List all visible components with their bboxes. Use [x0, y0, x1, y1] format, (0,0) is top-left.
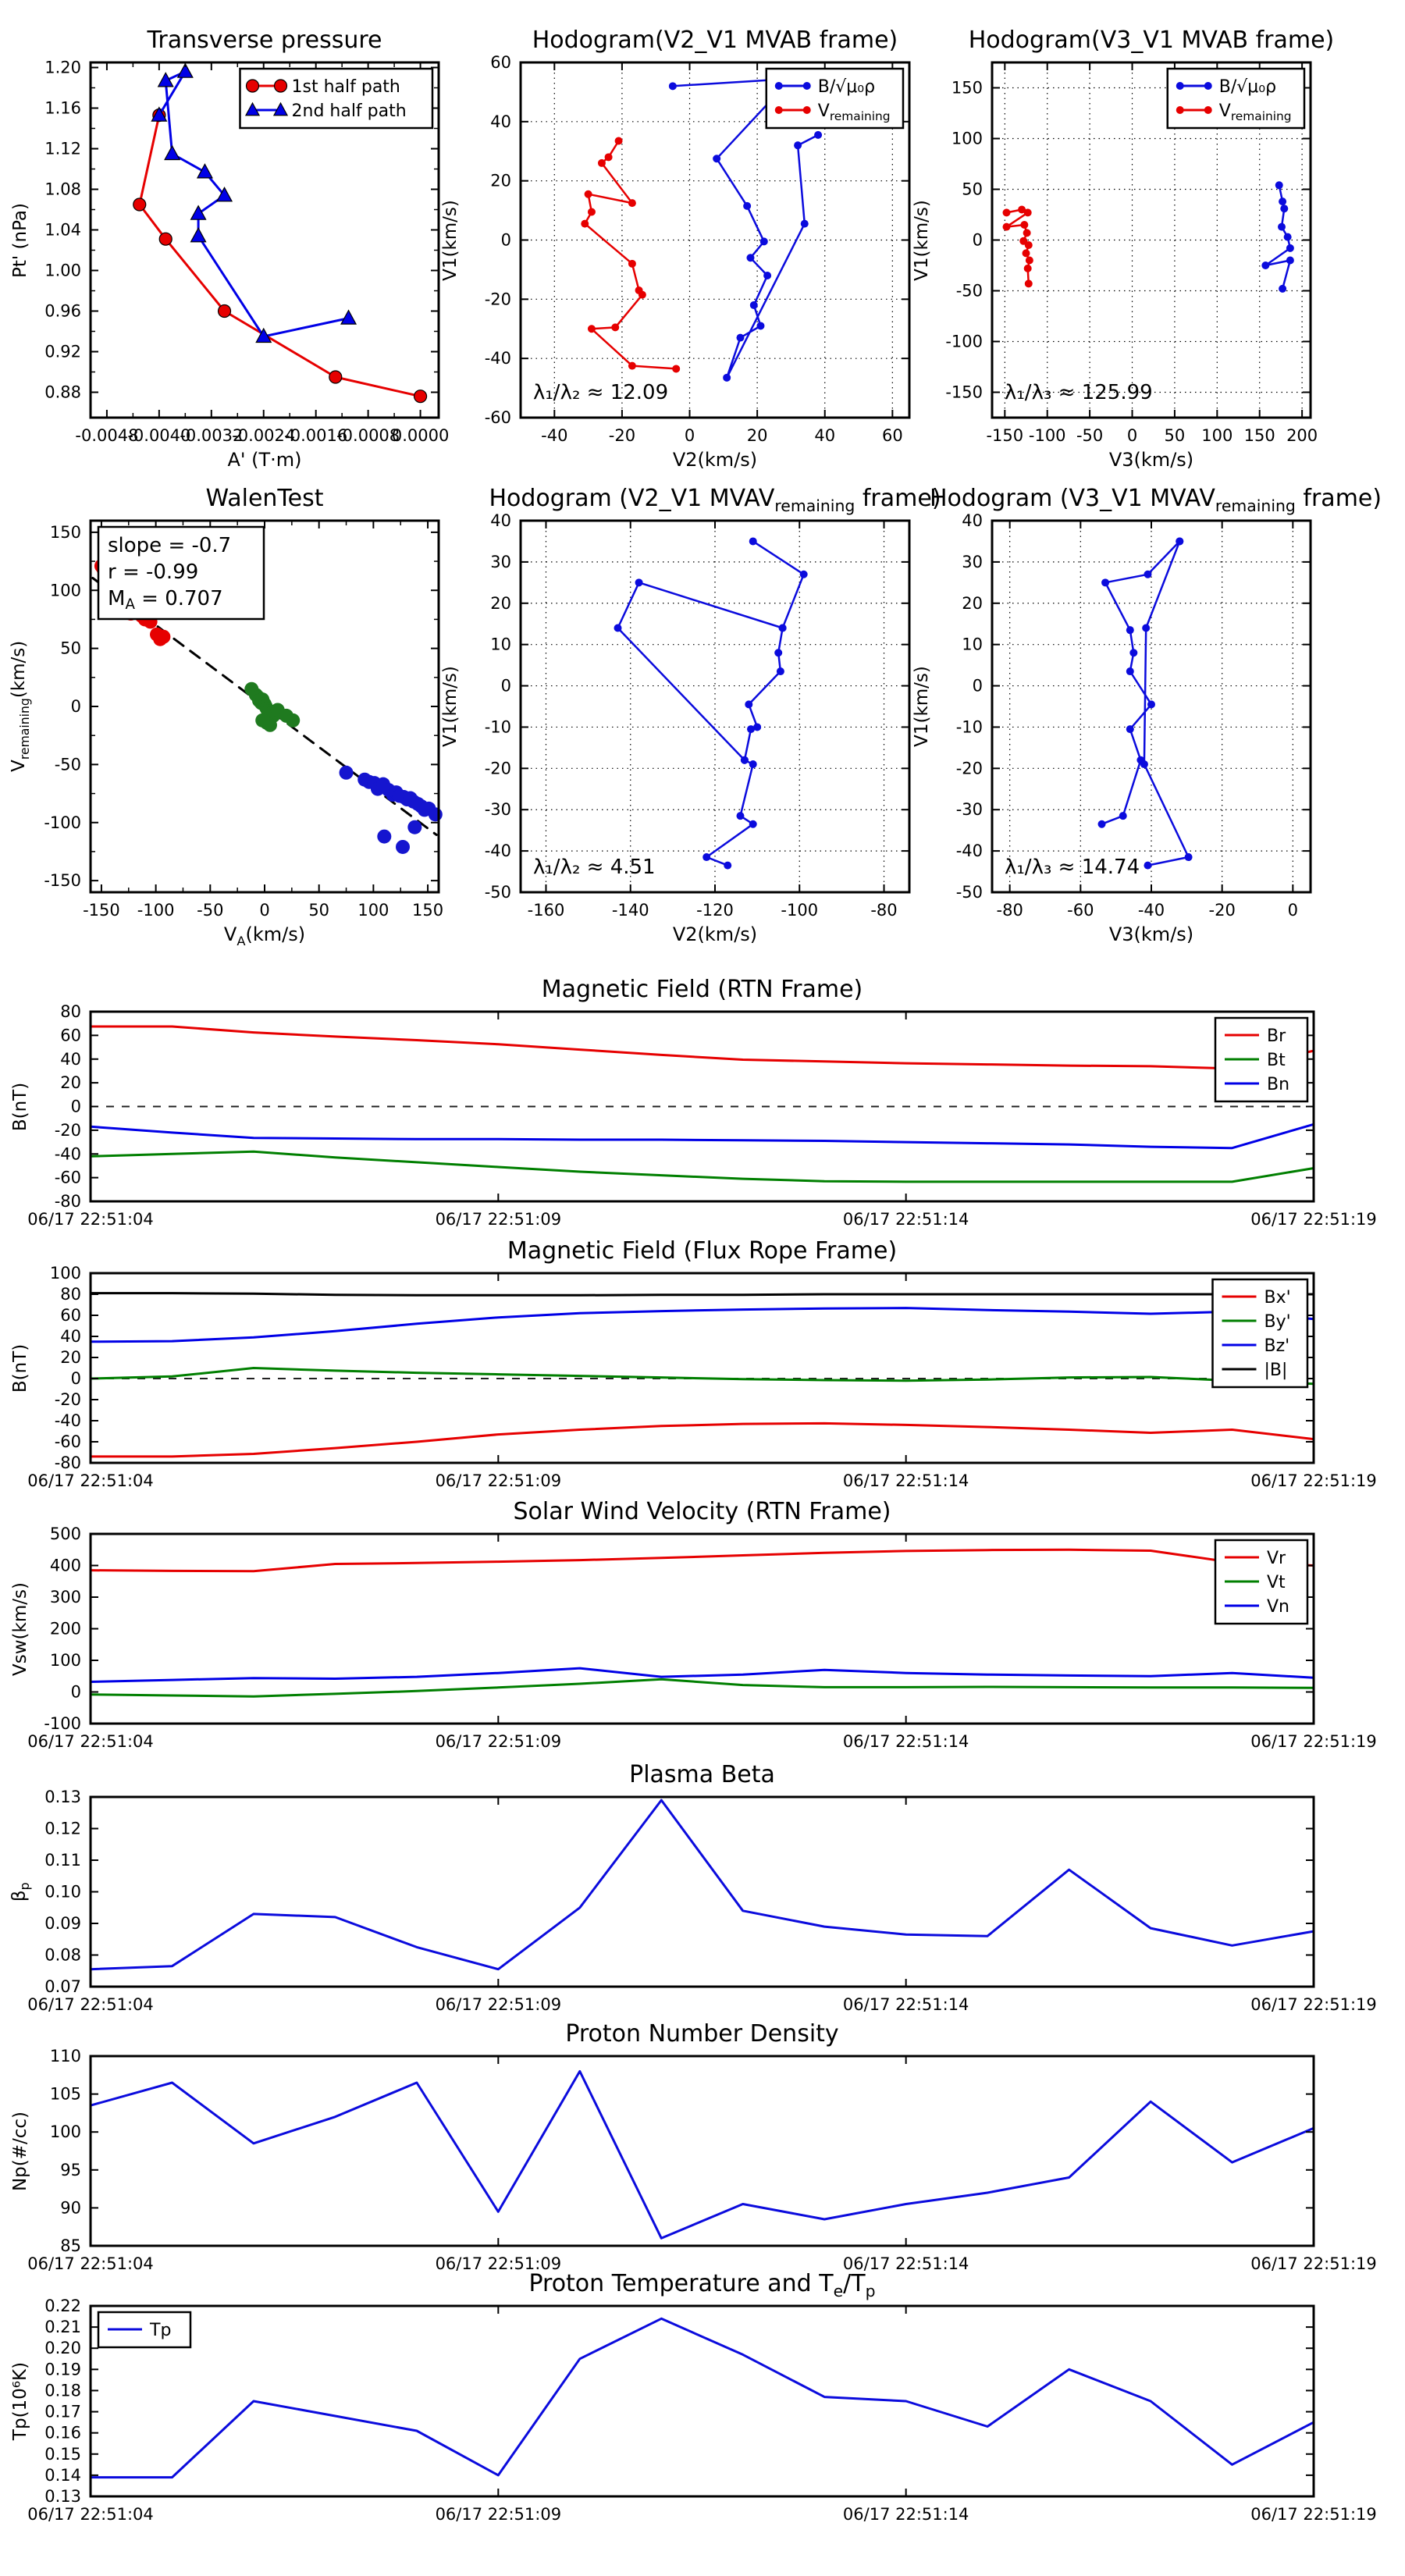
- svg-text:-80: -80: [54, 1453, 81, 1472]
- svg-text:2nd half path: 2nd half path: [291, 101, 407, 121]
- svg-text:-40: -40: [484, 349, 511, 368]
- svg-text:06/17 22:51:14: 06/17 22:51:14: [842, 1210, 969, 1229]
- svg-text:-30: -30: [955, 800, 983, 820]
- plot-plasma-beta: [9, 1761, 1377, 2014]
- svg-text:30: 30: [490, 552, 511, 571]
- plot-hodogram-v2v1-mvav: [440, 485, 941, 945]
- svg-text:0.16: 0.16: [44, 2423, 81, 2443]
- svg-text:06/17 22:51:09: 06/17 22:51:09: [435, 1471, 562, 1490]
- svg-text:85: 85: [60, 2236, 81, 2255]
- svg-text:λ₁/λ₃ ≈ 125.99: λ₁/λ₃ ≈ 125.99: [1005, 381, 1153, 404]
- svg-text:80: 80: [60, 1285, 81, 1304]
- svg-text:150: 150: [49, 522, 81, 542]
- svg-text:-0.0016: -0.0016: [284, 426, 348, 445]
- magnetic-field-fluxrope-ylabel: B(nT): [10, 1343, 31, 1393]
- svg-text:-100: -100: [44, 1714, 81, 1733]
- svg-text:40: 40: [60, 1049, 81, 1069]
- svg-text:20: 20: [60, 1348, 81, 1367]
- svg-text:80: 80: [60, 1002, 81, 1021]
- svg-text:-150: -150: [945, 382, 983, 402]
- svg-text:By': By': [1264, 1312, 1291, 1332]
- plot-walen-test: [9, 485, 444, 948]
- svg-text:-100: -100: [44, 813, 81, 832]
- hodogram-v3v1-mvav-title: Hodogram (V3_V1 $MVAV_{remaining}$ frame): [930, 485, 1382, 515]
- proton-density-title: Proton Number Density: [565, 2020, 839, 2048]
- svg-text:06/17 22:51:14: 06/17 22:51:14: [842, 1995, 969, 2014]
- svg-text:-0.0032: -0.0032: [180, 426, 244, 445]
- svg-text:0.21: 0.21: [44, 2318, 81, 2337]
- svg-text:06/17 22:51:19: 06/17 22:51:19: [1250, 2505, 1377, 2524]
- svg-text:-60: -60: [54, 1168, 81, 1187]
- svg-text:-20: -20: [484, 290, 511, 309]
- transverse-pressure-title: Transverse pressure: [147, 27, 382, 54]
- magnetic-field-rtn-ylabel: B(nT): [10, 1082, 31, 1131]
- svg-text:Vremaining: $V_{remaining}$: [817, 101, 891, 123]
- svg-text:-0.0008: -0.0008: [336, 426, 400, 445]
- svg-text:0: 0: [684, 426, 695, 445]
- walen-test-title: WalenTest: [205, 485, 324, 512]
- solar-wind-velocity-canvas: [27, 1525, 1377, 1751]
- svg-text:1.08: 1.08: [44, 180, 81, 199]
- svg-text:0.09: 0.09: [44, 1914, 81, 1933]
- svg-text:-100: -100: [1028, 426, 1066, 445]
- svg-text:-50: -50: [955, 883, 983, 902]
- svg-text:-60: -60: [54, 1432, 81, 1451]
- svg-text:-0.0048: -0.0048: [75, 426, 139, 445]
- svg-text:06/17 22:51:14: 06/17 22:51:14: [842, 2254, 969, 2273]
- svg-text:-40: -40: [955, 841, 983, 861]
- plot-magnetic-field-rtn: [10, 976, 1377, 1229]
- svg-text:06/17 22:51:19: 06/17 22:51:19: [1250, 1471, 1377, 1490]
- plasma-beta-ylabel: $\beta_p$: [9, 1882, 32, 1902]
- svg-text:1st half path: 1st half path: [291, 77, 400, 97]
- svg-text:1.20: 1.20: [44, 58, 81, 77]
- svg-text:B/√μ₀ρ: B/√μ₀ρ: [1218, 77, 1277, 97]
- svg-text:-160: -160: [527, 901, 565, 920]
- svg-text:40: 40: [490, 112, 511, 131]
- svg-text:0: 0: [259, 901, 270, 920]
- svg-text:-50: -50: [54, 755, 81, 774]
- svg-text:-50: -50: [484, 883, 511, 902]
- svg-text:-80: -80: [996, 901, 1023, 920]
- hodogram-v3v1-mvab-canvas: [945, 62, 1318, 445]
- svg-text:150: 150: [1243, 426, 1275, 445]
- svg-text:06/17 22:51:04: 06/17 22:51:04: [27, 2254, 154, 2273]
- hodogram-v3v1-mvav-xlabel: V3(km/s): [1108, 923, 1194, 945]
- svg-text:0: 0: [70, 1369, 81, 1388]
- svg-text:0.07: 0.07: [44, 1977, 81, 1996]
- svg-text:50: 50: [308, 901, 330, 920]
- svg-text:06/17 22:51:04: 06/17 22:51:04: [27, 1471, 154, 1490]
- svg-text:B/√μ₀ρ: B/√μ₀ρ: [817, 77, 876, 97]
- svg-text:0.18: 0.18: [44, 2381, 81, 2400]
- svg-text:10: 10: [962, 635, 983, 654]
- svg-text:50: 50: [962, 180, 983, 199]
- hodogram-v2v1-mvab-title: Hodogram(V2_V1 MVAB frame): [532, 27, 898, 54]
- svg-text:Br: Br: [1267, 1026, 1286, 1046]
- svg-text:0: 0: [972, 676, 983, 696]
- magnetic-field-fluxrope-title: Magnetic Field (Flux Rope Frame): [507, 1237, 898, 1265]
- proton-density-ylabel: Np(#/cc): [10, 2111, 30, 2191]
- plasma-beta-canvas: [27, 1788, 1377, 2014]
- svg-text:0.10: 0.10: [44, 1882, 81, 1902]
- svg-text:Tp: Tp: [150, 2321, 172, 2340]
- svg-text:500: 500: [49, 1525, 81, 1543]
- svg-text:-40: -40: [1137, 901, 1165, 920]
- svg-text:60: 60: [881, 426, 903, 445]
- svg-text:0.14: 0.14: [44, 2465, 81, 2485]
- svg-text:06/17 22:51:09: 06/17 22:51:09: [435, 1732, 562, 1751]
- proton-temperature-title: Proton Temperature and $T_e/T_p$: [528, 2270, 876, 2300]
- svg-text:0: 0: [70, 697, 81, 716]
- svg-text:20: 20: [962, 593, 983, 613]
- svg-text:110: 110: [49, 2047, 81, 2065]
- svg-text:Vr: Vr: [1267, 1549, 1286, 1568]
- svg-text:-150: -150: [44, 871, 81, 891]
- svg-text:40: 40: [490, 511, 511, 530]
- svg-text:0.19: 0.19: [44, 2360, 81, 2379]
- plot-proton-density: [10, 2020, 1377, 2273]
- svg-text:λ₁/λ₂ ≈ 4.51: λ₁/λ₂ ≈ 4.51: [533, 856, 656, 879]
- svg-text:-100: -100: [945, 332, 983, 351]
- svg-text:200: 200: [1286, 426, 1318, 445]
- hodogram-v3v1-mvab-xlabel: V3(km/s): [1108, 449, 1194, 471]
- svg-text:0.13: 0.13: [44, 1788, 81, 1806]
- svg-text:-140: -140: [611, 901, 649, 920]
- svg-text:06/17 22:51:09: 06/17 22:51:09: [435, 2505, 562, 2524]
- svg-text:0: 0: [1126, 426, 1138, 445]
- svg-text:06/17 22:51:14: 06/17 22:51:14: [842, 1732, 969, 1751]
- svg-text:-50: -50: [955, 281, 983, 301]
- svg-text:06/17 22:51:04: 06/17 22:51:04: [27, 1995, 154, 2014]
- proton-temperature-ylabel: Tp(10⁶K): [10, 2361, 31, 2441]
- svg-text:06/17 22:51:14: 06/17 22:51:14: [842, 2505, 969, 2524]
- svg-text:60: 60: [60, 1306, 81, 1325]
- magnetic-field-fluxrope-canvas: [27, 1264, 1377, 1490]
- plot-transverse-pressure: [10, 27, 450, 471]
- svg-text:40: 40: [814, 426, 836, 445]
- plot-hodogram-v3v1-mvab: [912, 27, 1335, 471]
- svg-text:-80: -80: [54, 1192, 81, 1211]
- svg-text:-40: -40: [54, 1144, 81, 1164]
- hodogram-v2v1-mvav-title: Hodogram (V2_V1 $MVAV_{remaining}$ frame): [489, 485, 941, 515]
- svg-text:Vt: Vt: [1267, 1573, 1286, 1592]
- svg-text:0: 0: [70, 1682, 81, 1702]
- hodogram-v3v1-mvab-ylabel: V1(km/s): [912, 199, 932, 281]
- svg-text:0.88: 0.88: [44, 382, 81, 402]
- svg-text:0.15: 0.15: [44, 2444, 81, 2464]
- svg-text:60: 60: [60, 1026, 81, 1045]
- svg-text:λ₁/λ₃ ≈ 14.74: λ₁/λ₃ ≈ 14.74: [1005, 856, 1140, 879]
- svg-text:-10: -10: [484, 717, 511, 737]
- svg-text:400: 400: [49, 1556, 81, 1575]
- svg-text:20: 20: [490, 171, 511, 190]
- svg-text:-40: -40: [484, 841, 511, 861]
- svg-text:Bx': Bx': [1264, 1288, 1291, 1308]
- plasma-beta-title: Plasma Beta: [629, 1761, 775, 1788]
- svg-text:0.11: 0.11: [44, 1851, 81, 1870]
- svg-text:06/17 22:51:04: 06/17 22:51:04: [27, 1732, 154, 1751]
- svg-text:90: 90: [60, 2198, 81, 2218]
- svg-text:06/17 22:51:04: 06/17 22:51:04: [27, 1210, 154, 1229]
- transverse-pressure-xlabel: A' (T·m): [227, 449, 302, 471]
- svg-text:0: 0: [1287, 901, 1299, 920]
- svg-text:0: 0: [972, 230, 983, 250]
- svg-text:0.92: 0.92: [44, 342, 81, 361]
- svg-text:06/17 22:51:09: 06/17 22:51:09: [435, 2254, 562, 2273]
- svg-text:-150: -150: [986, 426, 1024, 445]
- hodogram-v2v1-mvav-xlabel: V2(km/s): [672, 923, 758, 945]
- svg-text:-120: -120: [696, 901, 734, 920]
- svg-text:-50: -50: [197, 901, 224, 920]
- svg-text:50: 50: [1164, 426, 1186, 445]
- magnetic-field-rtn-canvas: [27, 1002, 1377, 1229]
- svg-text:150: 150: [951, 78, 983, 98]
- svg-text:-20: -20: [608, 426, 636, 445]
- plot-proton-temperature: [10, 2270, 1377, 2524]
- svg-text:-100: -100: [137, 901, 175, 920]
- svg-text:-80: -80: [870, 901, 898, 920]
- solar-wind-velocity-title: Solar Wind Velocity (RTN Frame): [513, 1498, 891, 1525]
- svg-text:100: 100: [1201, 426, 1233, 445]
- svg-text:200: 200: [49, 1619, 81, 1638]
- svg-text:λ₁/λ₂ ≈ 12.09: λ₁/λ₂ ≈ 12.09: [533, 381, 669, 404]
- svg-text:1.12: 1.12: [44, 139, 81, 158]
- hodogram-v2v1-mvab-ylabel: V1(km/s): [440, 199, 461, 281]
- svg-text:-20: -20: [955, 759, 983, 778]
- svg-text:100: 100: [49, 2122, 81, 2142]
- svg-text:40: 40: [60, 1327, 81, 1346]
- svg-text:Bn: Bn: [1267, 1075, 1290, 1094]
- svg-text:-60: -60: [484, 408, 511, 427]
- hodogram-v3v1-mvab-title: Hodogram(V3_V1 MVAB frame): [968, 27, 1335, 54]
- svg-text:slope = -0.7: slope = -0.7: [108, 534, 232, 557]
- svg-text:-50: -50: [1076, 426, 1104, 445]
- hodogram-v2v1-mvav-ylabel: V1(km/s): [440, 666, 461, 747]
- svg-text:100: 100: [49, 1264, 81, 1283]
- transverse-pressure-canvas: [44, 58, 450, 445]
- svg-text:-100: -100: [781, 901, 819, 920]
- svg-text:-40: -40: [54, 1411, 81, 1430]
- svg-text:06/17 22:51:04: 06/17 22:51:04: [27, 2505, 154, 2524]
- svg-text:Bt: Bt: [1267, 1051, 1286, 1070]
- svg-text:0: 0: [500, 676, 511, 696]
- svg-text:0.20: 0.20: [44, 2339, 81, 2358]
- svg-text:-20: -20: [54, 1120, 81, 1140]
- svg-text:-150: -150: [83, 901, 120, 920]
- svg-text:06/17 22:51:19: 06/17 22:51:19: [1250, 1995, 1377, 2014]
- svg-text:r = -0.99: r = -0.99: [108, 560, 199, 584]
- svg-text:|B|: |B|: [1264, 1361, 1288, 1380]
- svg-text:0.12: 0.12: [44, 1819, 81, 1838]
- svg-text:30: 30: [962, 552, 983, 571]
- magnetic-field-rtn-title: Magnetic Field (RTN Frame): [541, 976, 863, 1003]
- svg-text:40: 40: [962, 511, 983, 530]
- svg-text:06/17 22:51:19: 06/17 22:51:19: [1250, 2254, 1377, 2273]
- svg-text:100: 100: [357, 901, 389, 920]
- plot-hodogram-v2v1-mvab: [440, 27, 909, 471]
- svg-text:1.16: 1.16: [44, 98, 81, 118]
- svg-text:-0.0024: -0.0024: [232, 426, 296, 445]
- svg-text:0.08: 0.08: [44, 1945, 81, 1965]
- proton-temperature-canvas: [27, 2297, 1377, 2524]
- proton-density-canvas: [27, 2047, 1377, 2273]
- svg-text:0: 0: [70, 1097, 81, 1116]
- walen-test-xlabel: $V_A(km/s)$: [223, 923, 306, 948]
- hodogram-v3v1-mvav-canvas: [955, 511, 1311, 920]
- svg-text:Vremaining: $V_{remaining}$: [1218, 101, 1292, 123]
- svg-text:60: 60: [490, 53, 511, 72]
- svg-text:20: 20: [746, 426, 768, 445]
- plot-solar-wind-velocity: [10, 1498, 1377, 1751]
- svg-text:MA = 0.707: MA = 0.707: [108, 587, 223, 613]
- svg-text:-30: -30: [484, 800, 511, 820]
- svg-text:06/17 22:51:19: 06/17 22:51:19: [1250, 1732, 1377, 1751]
- hodogram-v2v1-mvav-canvas: [484, 511, 909, 920]
- hodogram-v3v1-mvav-ylabel: V1(km/s): [912, 666, 932, 747]
- svg-text:-20: -20: [54, 1390, 81, 1409]
- svg-text:95: 95: [60, 2160, 81, 2179]
- svg-text:-20: -20: [1208, 901, 1236, 920]
- solar-wind-velocity-ylabel: Vsw(km/s): [10, 1582, 30, 1676]
- svg-text:100: 100: [951, 129, 983, 148]
- walen-test-ylabel: $V_{remaining}(km/s)$: [9, 640, 32, 773]
- walen-test-canvas: [44, 521, 444, 920]
- hodogram-v2v1-mvab-xlabel: V2(km/s): [672, 449, 758, 471]
- svg-text:-40: -40: [541, 426, 568, 445]
- svg-text:0.13: 0.13: [44, 2487, 81, 2506]
- svg-text:06/17 22:51:19: 06/17 22:51:19: [1250, 1210, 1377, 1229]
- svg-text:06/17 22:51:09: 06/17 22:51:09: [435, 1995, 562, 2014]
- svg-text:20: 20: [490, 593, 511, 613]
- svg-text:100: 100: [49, 1651, 81, 1670]
- svg-text:-60: -60: [1067, 901, 1094, 920]
- svg-text:0: 0: [500, 230, 511, 250]
- svg-text:0.22: 0.22: [44, 2297, 81, 2315]
- svg-text:06/17 22:51:14: 06/17 22:51:14: [842, 1471, 969, 1490]
- svg-text:1.00: 1.00: [44, 261, 81, 280]
- svg-text:1.04: 1.04: [44, 220, 81, 240]
- svg-text:150: 150: [412, 901, 444, 920]
- svg-text:-0.0040: -0.0040: [127, 426, 191, 445]
- svg-text:100: 100: [49, 581, 81, 600]
- svg-text:0.0000: 0.0000: [391, 426, 450, 445]
- svg-text:0.17: 0.17: [44, 2402, 81, 2421]
- svg-text:0.96: 0.96: [44, 301, 81, 321]
- svg-text:Vn: Vn: [1267, 1597, 1289, 1617]
- transverse-pressure-ylabel: Pt' (nPa): [10, 202, 31, 278]
- svg-text:-20: -20: [484, 759, 511, 778]
- svg-text:20: 20: [60, 1073, 81, 1093]
- hodogram-v2v1-mvab-canvas: [484, 53, 909, 445]
- svg-text:06/17 22:51:09: 06/17 22:51:09: [435, 1210, 562, 1229]
- svg-text:10: 10: [490, 635, 511, 654]
- svg-text:105: 105: [49, 2084, 81, 2104]
- svg-text:Bz': Bz': [1264, 1336, 1290, 1356]
- plot-magnetic-field-fluxrope: [10, 1237, 1377, 1490]
- svg-text:50: 50: [60, 639, 81, 658]
- plot-hodogram-v3v1-mvav: [912, 485, 1382, 945]
- svg-text:300: 300: [49, 1588, 81, 1606]
- svg-text:-10: -10: [955, 717, 983, 737]
